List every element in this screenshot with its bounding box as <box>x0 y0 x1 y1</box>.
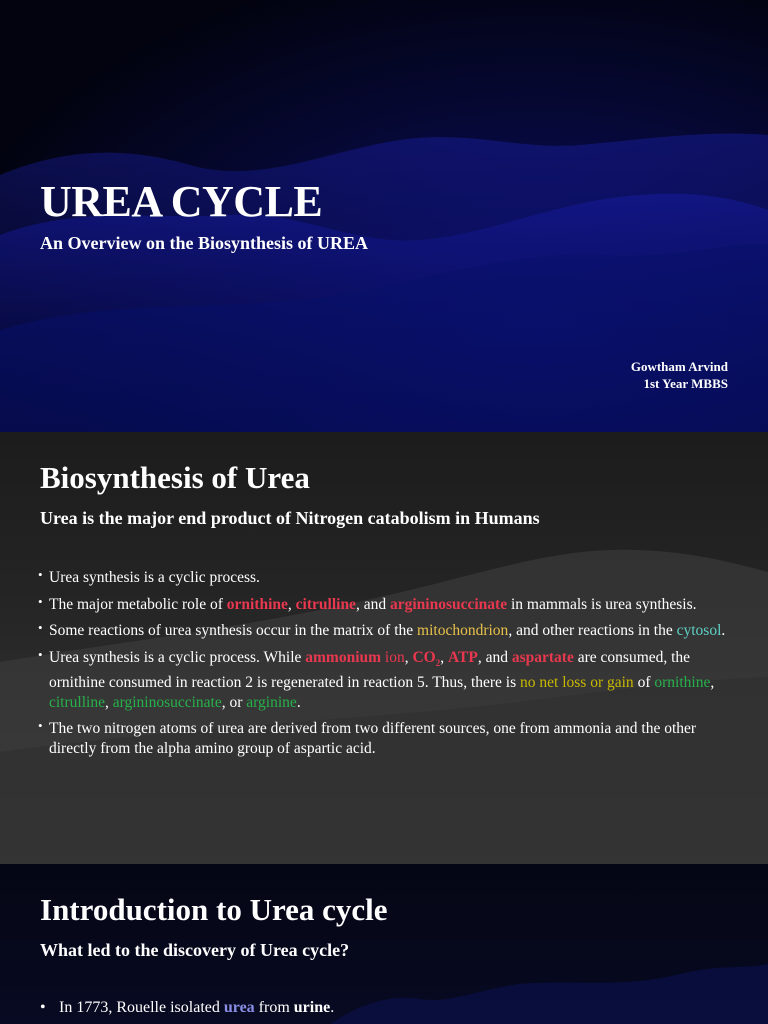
bullet-icon: • <box>38 620 43 635</box>
author-name: Gowtham Arvind <box>630 359 728 374</box>
term-argininosuccinate-green: argininosuccinate <box>112 693 222 711</box>
term-urine: urine <box>293 999 331 1016</box>
slide-introduction <box>0 864 768 1024</box>
term-ammonium: ammonium <box>305 648 382 666</box>
bullet-icon: • <box>38 718 43 734</box>
list-item: • Urea synthesis is a cyclic process. <box>38 567 260 586</box>
term-argininosuccinate: argininosuccinate <box>389 595 508 613</box>
term-co2: $CO_2$ <box>412 648 441 668</box>
bullet-icon: • <box>38 593 43 609</box>
slide-title <box>0 0 768 432</box>
term-cytosol: cytosol <box>676 622 722 639</box>
bullet-list <box>40 998 334 1018</box>
slide-title-heading: Biosynthesis of Urea <box>40 460 310 495</box>
term-citrulline-green: citrulline <box>49 693 105 711</box>
list-item: • The two nitrogen atoms of urea are derived from two different sources, one from ammonia and the other directly from the alpha amino group of aspartic acid. <box>38 718 697 757</box>
term-citrulline: citrulline <box>295 595 356 613</box>
bullet-icon: • <box>38 567 43 582</box>
term-no-net-loss: no net loss or gain <box>520 674 634 692</box>
term-mitochondrion: mitochondrion <box>417 622 509 639</box>
author-block <box>631 358 728 392</box>
presentation-subtitle: An Overview on the Biosynthesis of UREA <box>40 233 369 253</box>
list-item: • In 1773, Rouelle isolated urea from urine. <box>40 999 335 1016</box>
bullet-icon: • <box>40 999 46 1016</box>
slide-biosynthesis <box>0 432 768 864</box>
slide-subtitle: What led to the discovery of Urea cycle? <box>40 940 350 960</box>
bullet-icon: • <box>38 646 43 662</box>
list-item: • The major metabolic role of ornithine, citrulline, and argininosuccinate in mammals is urea synthesis. <box>38 593 697 613</box>
list-item: • Urea synthesis is a cyclic process. While ammonium ion, $CO_2$, ATP, and aspartate are consumed, the ornithine consumed in reaction 2 is regenerated in reaction 5. Thus, there is no net loss or gain of ornithine, citrulline, argininosuccinate, or arginine. <box>38 646 715 711</box>
bullet-list <box>38 568 728 765</box>
term-arginine-green: arginine <box>246 693 297 711</box>
slide-title-heading: Introduction to Urea cycle <box>40 892 388 927</box>
term-ornithine-green: ornithine <box>654 674 711 692</box>
term-atp: ATP <box>447 648 478 666</box>
term-ornithine: ornithine <box>226 595 288 613</box>
list-item: • Some reactions of urea synthesis occur in the matrix of the mitochondrion, and other reactions in the cytosol. <box>38 620 726 639</box>
slide-subtitle: Urea is the major end product of Nitrogen catabolism in Humans <box>40 508 540 528</box>
term-urea: urea <box>223 999 255 1016</box>
author-role: 1st Year MBBS <box>643 376 728 391</box>
presentation-title: UREA CYCLE <box>40 177 323 226</box>
term-aspartate: aspartate <box>511 648 574 666</box>
